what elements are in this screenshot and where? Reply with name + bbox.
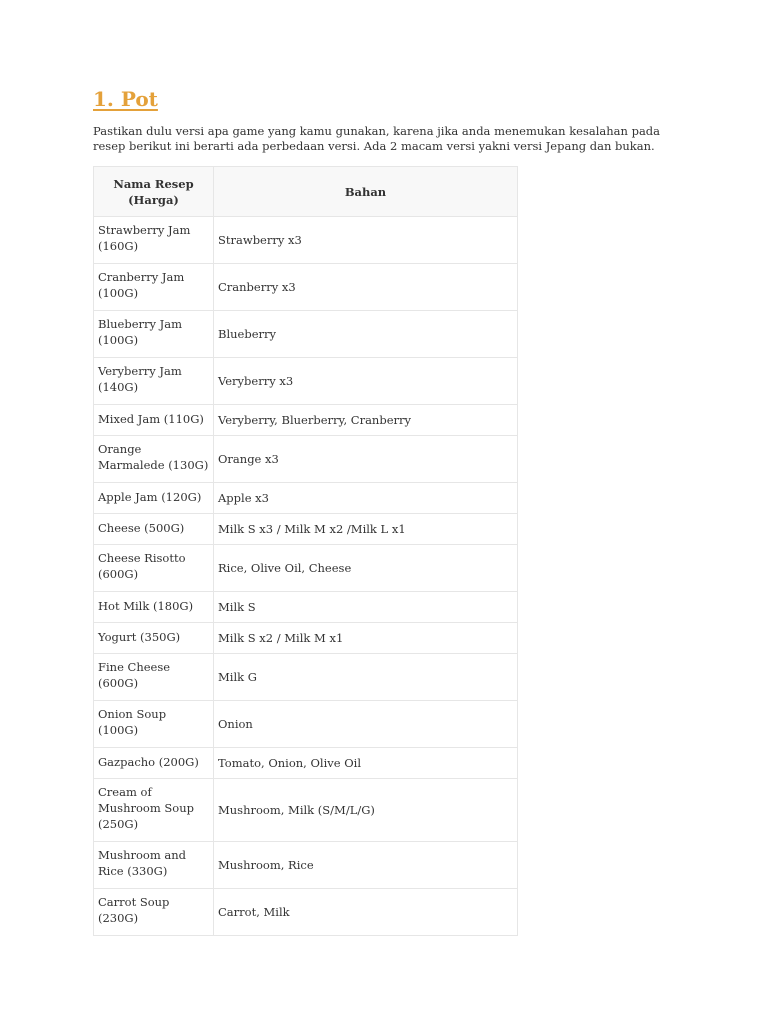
ingredients-cell: Veryberry, Bluerberry, Cranberry [214, 405, 518, 436]
table-row [94, 264, 518, 311]
recipe-name-cell: Cheese (500G) [94, 514, 214, 545]
recipe-name-cell: Mushroom and Rice (330G) [94, 842, 214, 889]
table-row [94, 623, 518, 654]
intro-paragraph: Pastikan dulu versi apa game yang kamu gunakan, karena jika anda menemukan kesalahan pada resep berikut ini berarti ada perbedaan versi. Ada 2 macam versi yakni versi Jepang dan bukan. [93, 124, 661, 153]
ingredients-cell: Rice, Olive Oil, Cheese [214, 545, 518, 592]
ingredients-cell: Strawberry x3 [214, 217, 518, 264]
ingredients-cell: Mushroom, Rice [214, 842, 518, 889]
table-row [94, 483, 518, 514]
recipe-name-cell: Apple Jam (120G) [94, 483, 214, 514]
recipe-name-cell: Cheese Risotto (600G) [94, 545, 214, 592]
header-recipe-name: Nama Resep (Harga) [94, 167, 214, 217]
ingredients-cell: Carrot, Milk [214, 889, 518, 936]
recipe-name-cell: Hot Milk (180G) [94, 592, 214, 623]
ingredients-cell: Milk S x2 / Milk M x1 [214, 623, 518, 654]
recipe-name-cell: Fine Cheese (600G) [94, 654, 214, 701]
ingredients-cell: Mushroom, Milk (S/M/L/G) [214, 779, 518, 842]
recipe-name-cell: Orange Marmalede (130G) [94, 436, 214, 483]
ingredients-cell: Tomato, Onion, Olive Oil [214, 748, 518, 779]
table-row [94, 701, 518, 748]
section-title: 1. Pot [93, 87, 158, 111]
recipe-name-cell: Veryberry Jam (140G) [94, 358, 214, 405]
table-row [94, 436, 518, 483]
recipe-table [93, 166, 518, 936]
recipe-name-cell: Mixed Jam (110G) [94, 405, 214, 436]
table-row [94, 217, 518, 264]
recipe-name-cell: Strawberry Jam (160G) [94, 217, 214, 264]
table-row [94, 889, 518, 936]
ingredients-cell: Milk G [214, 654, 518, 701]
table-row [94, 748, 518, 779]
recipe-name-cell: Blueberry Jam (100G) [94, 311, 214, 358]
table-row [94, 592, 518, 623]
header-ingredients: Bahan [214, 167, 518, 217]
ingredients-cell: Orange x3 [214, 436, 518, 483]
ingredients-cell: Milk S x3 / Milk M x2 /Milk L x1 [214, 514, 518, 545]
table-row [94, 545, 518, 592]
recipe-name-cell: Gazpacho (200G) [94, 748, 214, 779]
ingredients-cell: Veryberry x3 [214, 358, 518, 405]
table-row [94, 779, 518, 842]
recipe-name-cell: Onion Soup (100G) [94, 701, 214, 748]
ingredients-cell: Cranberry x3 [214, 264, 518, 311]
table-row [94, 405, 518, 436]
ingredients-cell: Milk S [214, 592, 518, 623]
table-row [94, 514, 518, 545]
recipe-name-cell: Yogurt (350G) [94, 623, 214, 654]
recipe-name-cell: Cranberry Jam (100G) [94, 264, 214, 311]
document-page [93, 86, 683, 936]
ingredients-cell: Blueberry [214, 311, 518, 358]
ingredients-cell: Apple x3 [214, 483, 518, 514]
recipe-name-cell: Carrot Soup (230G) [94, 889, 214, 936]
table-row [94, 358, 518, 405]
table-row [94, 654, 518, 701]
table-header-row [94, 167, 518, 217]
table-row [94, 842, 518, 889]
ingredients-cell: Onion [214, 701, 518, 748]
recipe-name-cell: Cream of Mushroom Soup (250G) [94, 779, 214, 842]
table-row [94, 311, 518, 358]
